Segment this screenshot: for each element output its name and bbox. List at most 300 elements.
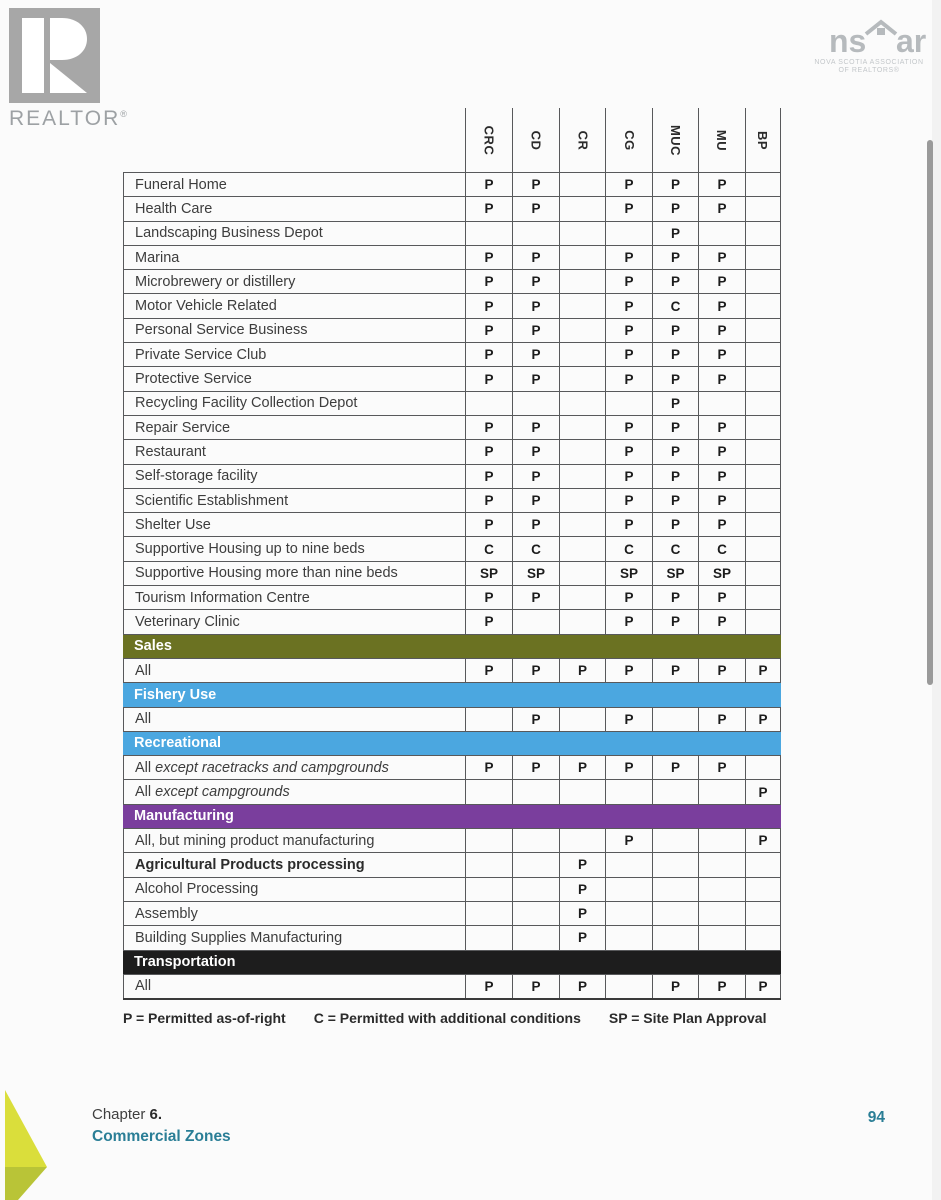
zone-value-cell: P [465, 197, 512, 220]
zone-value-cell: P [745, 780, 781, 803]
zone-value-cell [698, 926, 745, 949]
zone-value-cell [559, 222, 605, 245]
zone-value-cell: P [465, 756, 512, 779]
table-row [123, 901, 781, 925]
footer [92, 1104, 231, 1148]
zone-value-cell: P [698, 489, 745, 512]
use-name-cell: Microbrewery or distillery [123, 270, 465, 293]
zone-value-cell: P [512, 173, 559, 196]
use-name-cell: Supportive Housing more than nine beds [123, 562, 465, 585]
zone-value-cell [512, 392, 559, 415]
zone-column-label: CRC [481, 125, 497, 155]
use-name-cell: Building Supplies Manufacturing [123, 926, 465, 949]
section-header-label: Manufacturing [134, 808, 234, 825]
realtor-wordmark: REALTOR® [9, 107, 129, 130]
zone-value-cell: P [465, 173, 512, 196]
zone-value-cell: P [512, 465, 559, 488]
zone-value-cell: P [512, 294, 559, 317]
zone-value-cell [465, 926, 512, 949]
zone-value-cell [745, 513, 781, 536]
zone-value-cell: P [605, 343, 652, 366]
nsar-logo-icon [803, 16, 935, 76]
zone-value-cell [465, 392, 512, 415]
zone-value-cell [605, 975, 652, 998]
section-header-row [123, 950, 781, 974]
use-name-cell: Scientific Establishment [123, 489, 465, 512]
use-name-cell: Shelter Use [123, 513, 465, 536]
table-row [123, 561, 781, 585]
section-header-row [123, 682, 781, 706]
table-row [123, 342, 781, 366]
zone-column-label: CR [575, 130, 590, 150]
table-row [123, 172, 781, 196]
zone-value-cell: P [605, 708, 652, 731]
zone-value-cell [512, 878, 559, 901]
zone-value-cell [745, 878, 781, 901]
use-name-cell: Marina [123, 246, 465, 269]
use-name-cell: Landscaping Business Depot [123, 222, 465, 245]
zone-value-cell [652, 780, 698, 803]
table-row [123, 974, 781, 998]
zone-column-header [745, 108, 781, 172]
zone-value-cell: P [698, 246, 745, 269]
table-row [123, 512, 781, 536]
zone-value-cell [698, 222, 745, 245]
table-row [123, 585, 781, 609]
use-name-cell: Repair Service [123, 416, 465, 439]
zone-value-cell [652, 829, 698, 852]
zone-value-cell [745, 562, 781, 585]
zone-value-cell: P [512, 659, 559, 682]
zone-value-cell [512, 902, 559, 925]
use-name-cell: All [123, 708, 465, 731]
zone-column-header [559, 108, 605, 172]
zone-column-header [698, 108, 745, 172]
realtor-logo-icon [9, 8, 100, 103]
zone-value-cell [512, 926, 559, 949]
table-row [123, 658, 781, 682]
zone-value-cell: P [559, 878, 605, 901]
zone-column-label: MU [714, 129, 730, 151]
zone-value-cell: P [465, 319, 512, 342]
zone-value-cell: P [652, 173, 698, 196]
nsar-logo [803, 16, 935, 81]
zone-value-cell: P [605, 367, 652, 390]
table-row [123, 196, 781, 220]
zone-value-cell: P [465, 489, 512, 512]
zone-column-label: CD [528, 130, 544, 150]
use-name-cell: All [123, 659, 465, 682]
zone-value-cell [745, 902, 781, 925]
table-row [123, 366, 781, 390]
zone-value-cell: P [512, 708, 559, 731]
zone-value-cell: P [465, 659, 512, 682]
zone-value-cell: P [698, 173, 745, 196]
zone-value-cell: P [698, 270, 745, 293]
zone-value-cell [559, 586, 605, 609]
use-name-cell: Protective Service [123, 367, 465, 390]
zone-value-cell [745, 270, 781, 293]
zone-value-cell: P [652, 246, 698, 269]
use-name-cell: Health Care [123, 197, 465, 220]
zone-value-cell [559, 392, 605, 415]
use-name-cell: Personal Service Business [123, 319, 465, 342]
section-header-row [123, 634, 781, 658]
zone-value-cell: P [652, 197, 698, 220]
zone-value-cell: P [652, 392, 698, 415]
zone-value-cell [512, 829, 559, 852]
zone-value-cell: P [605, 197, 652, 220]
table-row [123, 293, 781, 317]
zone-value-cell: P [605, 659, 652, 682]
use-name-cell: Restaurant [123, 440, 465, 463]
zone-value-cell [559, 465, 605, 488]
table-body [123, 172, 781, 1000]
use-name-cell: Agricultural Products processing [123, 853, 465, 876]
zone-value-cell [559, 829, 605, 852]
zone-value-cell: SP [465, 562, 512, 585]
zone-value-cell: P [652, 756, 698, 779]
zone-value-cell [745, 222, 781, 245]
realtor-r-icon [9, 8, 100, 103]
zone-value-cell [745, 853, 781, 876]
zone-column-label: CG [621, 129, 637, 151]
zone-value-cell: P [559, 902, 605, 925]
table-row [123, 488, 781, 512]
use-name-cell: All [123, 975, 465, 998]
nsar-subtitle-1: NOVA SCOTIA ASSOCIATION [814, 59, 924, 66]
table-row [123, 221, 781, 245]
zone-value-cell: P [512, 319, 559, 342]
zone-value-cell [559, 780, 605, 803]
section-header-row [123, 804, 781, 828]
use-name-cell: Recycling Facility Collection Depot [123, 392, 465, 415]
table-row [123, 391, 781, 415]
zone-value-cell: P [605, 319, 652, 342]
zone-value-cell: P [605, 610, 652, 633]
zone-value-cell: P [652, 319, 698, 342]
zone-value-cell [512, 853, 559, 876]
zone-value-cell [559, 319, 605, 342]
zone-value-cell: P [605, 513, 652, 536]
zone-value-cell: C [512, 537, 559, 560]
zone-value-cell [698, 902, 745, 925]
zone-value-cell [559, 367, 605, 390]
zone-value-cell: P [698, 343, 745, 366]
zone-column-header [605, 108, 652, 172]
section-header-row [123, 731, 781, 755]
zone-value-cell [559, 440, 605, 463]
zone-value-cell: P [605, 246, 652, 269]
zone-value-cell [745, 392, 781, 415]
zone-value-cell: P [698, 975, 745, 998]
zone-value-cell: P [605, 465, 652, 488]
zone-value-cell: P [512, 489, 559, 512]
zone-value-cell: C [652, 294, 698, 317]
zone-value-cell [559, 416, 605, 439]
zone-value-cell: P [652, 610, 698, 633]
zone-value-cell [652, 902, 698, 925]
zone-value-cell: P [698, 659, 745, 682]
zone-value-cell [745, 489, 781, 512]
zone-value-cell: P [559, 975, 605, 998]
zone-value-cell: SP [605, 562, 652, 585]
zone-value-cell [559, 294, 605, 317]
zone-value-cell: P [698, 708, 745, 731]
zone-value-cell: P [652, 270, 698, 293]
zone-value-cell [745, 610, 781, 633]
zone-value-cell: P [698, 440, 745, 463]
zone-value-cell: P [512, 756, 559, 779]
zone-value-cell: P [698, 319, 745, 342]
zone-value-cell: P [652, 440, 698, 463]
zone-value-cell [745, 586, 781, 609]
zone-value-cell [559, 610, 605, 633]
zone-column-header [465, 108, 512, 172]
use-name-cell: Self-storage facility [123, 465, 465, 488]
zone-value-cell: P [605, 173, 652, 196]
use-name-cell: All, but mining product manufacturing [123, 829, 465, 852]
table-legend: P = Permitted as-of-right C = Permitted with additional conditions SP = Site Plan Approval [123, 1010, 767, 1027]
zone-value-cell [698, 780, 745, 803]
zone-value-cell [559, 270, 605, 293]
zone-value-cell: P [465, 270, 512, 293]
zone-column-label: BP [755, 130, 771, 150]
zone-value-cell [465, 853, 512, 876]
zone-value-cell: C [698, 537, 745, 560]
zone-value-cell: P [605, 270, 652, 293]
zone-value-cell [465, 829, 512, 852]
zone-value-cell [605, 902, 652, 925]
corner-decoration-icon [0, 1080, 60, 1200]
zone-value-cell: P [698, 756, 745, 779]
zone-value-cell: P [512, 416, 559, 439]
zone-column-header [652, 108, 698, 172]
section-header-label: Sales [134, 638, 172, 655]
zone-value-cell [559, 708, 605, 731]
zone-value-cell: SP [512, 562, 559, 585]
zone-value-cell: P [512, 367, 559, 390]
zone-value-cell: P [698, 294, 745, 317]
zone-value-cell [512, 222, 559, 245]
nsar-subtitle-2: OF REALTORS® [838, 67, 900, 74]
zone-value-cell: P [512, 270, 559, 293]
zone-value-cell: P [512, 513, 559, 536]
zone-value-cell: P [465, 367, 512, 390]
section-header-label: Fishery Use [134, 686, 217, 703]
zone-value-cell [559, 246, 605, 269]
zone-value-cell [465, 902, 512, 925]
zone-value-cell [465, 708, 512, 731]
zone-value-cell [605, 222, 652, 245]
zone-value-cell: P [745, 659, 781, 682]
zone-value-cell [698, 853, 745, 876]
zone-value-cell: P [559, 659, 605, 682]
table-row [123, 707, 781, 731]
zone-value-cell: P [465, 416, 512, 439]
zone-value-cell: P [465, 246, 512, 269]
zone-value-cell [652, 708, 698, 731]
table-row [123, 609, 781, 633]
zone-value-cell: P [465, 465, 512, 488]
zone-value-cell [745, 537, 781, 560]
nsar-text-left: ns [829, 23, 867, 59]
zone-value-cell: P [465, 343, 512, 366]
use-name-cell: Funeral Home [123, 173, 465, 196]
zone-value-cell: P [605, 416, 652, 439]
table-row [123, 269, 781, 293]
scrollbar-track[interactable] [932, 0, 941, 1200]
zone-value-cell: P [745, 829, 781, 852]
zone-value-cell: SP [698, 562, 745, 585]
zone-value-cell: P [605, 294, 652, 317]
use-name-cell: Assembly [123, 902, 465, 925]
table-row [123, 439, 781, 463]
zone-value-cell: P [512, 975, 559, 998]
zone-value-cell [698, 878, 745, 901]
section-header-label: Recreational [134, 735, 222, 752]
zone-value-cell: P [652, 659, 698, 682]
zone-value-cell: SP [652, 562, 698, 585]
zone-value-cell [745, 197, 781, 220]
table-row [123, 245, 781, 269]
zone-value-cell: P [745, 708, 781, 731]
zone-value-cell [512, 610, 559, 633]
table-row [123, 925, 781, 949]
zone-value-cell [745, 440, 781, 463]
zone-value-cell: P [512, 246, 559, 269]
zone-value-cell: C [465, 537, 512, 560]
zone-value-cell: P [652, 975, 698, 998]
zone-value-cell: P [698, 367, 745, 390]
zone-column-label: MUC [667, 124, 683, 156]
zone-value-cell: P [745, 975, 781, 998]
zone-column-header [512, 108, 559, 172]
zone-value-cell: P [652, 222, 698, 245]
use-name-cell: Veterinary Clinic [123, 610, 465, 633]
table-row [123, 877, 781, 901]
zoning-table [123, 108, 781, 1031]
section-header-label: Transportation [134, 954, 236, 971]
chapter-title: Commercial Zones [92, 1128, 231, 1145]
zone-value-cell: P [559, 926, 605, 949]
zone-value-cell: P [559, 756, 605, 779]
zone-value-cell [465, 780, 512, 803]
table-row [123, 779, 781, 803]
table-row [123, 536, 781, 560]
zone-value-cell [652, 853, 698, 876]
use-name-cell: Private Service Club [123, 343, 465, 366]
zone-value-cell: P [465, 975, 512, 998]
zone-value-cell [559, 197, 605, 220]
zone-value-cell [745, 367, 781, 390]
zone-value-cell: C [605, 537, 652, 560]
table-row [123, 464, 781, 488]
use-name-cell: Tourism Information Centre [123, 586, 465, 609]
zone-value-cell: P [465, 294, 512, 317]
zone-value-cell: P [512, 586, 559, 609]
zone-value-cell: P [605, 756, 652, 779]
table-row [123, 415, 781, 439]
zone-value-cell [745, 343, 781, 366]
zone-value-cell [559, 489, 605, 512]
zone-header-row [123, 108, 781, 172]
zone-value-cell: P [698, 610, 745, 633]
zone-value-cell [605, 926, 652, 949]
zone-value-cell [559, 343, 605, 366]
zone-value-cell: C [652, 537, 698, 560]
zone-value-cell [745, 756, 781, 779]
zone-value-cell: P [559, 853, 605, 876]
zone-value-cell [745, 173, 781, 196]
zone-value-cell [559, 562, 605, 585]
table-row [123, 828, 781, 852]
zone-value-cell [465, 878, 512, 901]
zone-value-cell: P [652, 416, 698, 439]
zone-value-cell [652, 878, 698, 901]
zone-value-cell: P [512, 343, 559, 366]
zone-value-cell [605, 878, 652, 901]
zone-value-cell: P [605, 489, 652, 512]
zone-value-cell [605, 853, 652, 876]
zone-value-cell [605, 780, 652, 803]
zone-value-cell [652, 926, 698, 949]
zone-value-cell: P [652, 367, 698, 390]
nsar-text-right: ar [896, 23, 927, 59]
table-row [123, 318, 781, 342]
chapter-line: Chapter 6. [92, 1106, 163, 1123]
use-name-cell: Alcohol Processing [123, 878, 465, 901]
zone-header-spacer [123, 108, 465, 172]
zone-value-cell: P [605, 586, 652, 609]
zone-value-cell: P [698, 416, 745, 439]
page-number: 94 [867, 1109, 885, 1126]
zone-value-cell [559, 513, 605, 536]
zone-value-cell [698, 392, 745, 415]
zone-value-cell: P [512, 440, 559, 463]
scrollbar-thumb[interactable] [927, 140, 933, 685]
zone-value-cell: P [652, 489, 698, 512]
zone-value-cell: P [465, 440, 512, 463]
use-name-cell: Supportive Housing up to nine beds [123, 537, 465, 560]
zone-value-cell [559, 537, 605, 560]
zone-value-cell: P [698, 513, 745, 536]
zone-value-cell: P [465, 513, 512, 536]
zone-value-cell [745, 416, 781, 439]
zone-value-cell [465, 222, 512, 245]
table-row [123, 852, 781, 876]
chapter-number: 6. [149, 1106, 163, 1123]
zone-value-cell [605, 392, 652, 415]
use-name-cell: Motor Vehicle Related [123, 294, 465, 317]
zone-value-cell: P [698, 197, 745, 220]
zone-value-cell: P [465, 610, 512, 633]
zone-value-cell: P [698, 586, 745, 609]
zone-value-cell: P [605, 440, 652, 463]
zone-value-cell: P [652, 513, 698, 536]
zone-value-cell: P [652, 586, 698, 609]
use-name-cell: All except racetracks and campgrounds [123, 756, 465, 779]
zone-value-cell [745, 319, 781, 342]
zone-value-cell: P [605, 829, 652, 852]
zone-value-cell: P [652, 465, 698, 488]
table-row [123, 755, 781, 779]
registered-mark: ® [120, 109, 129, 119]
zone-value-cell [745, 294, 781, 317]
zone-value-cell [745, 246, 781, 269]
zone-value-cell [512, 780, 559, 803]
zone-value-cell: P [465, 586, 512, 609]
